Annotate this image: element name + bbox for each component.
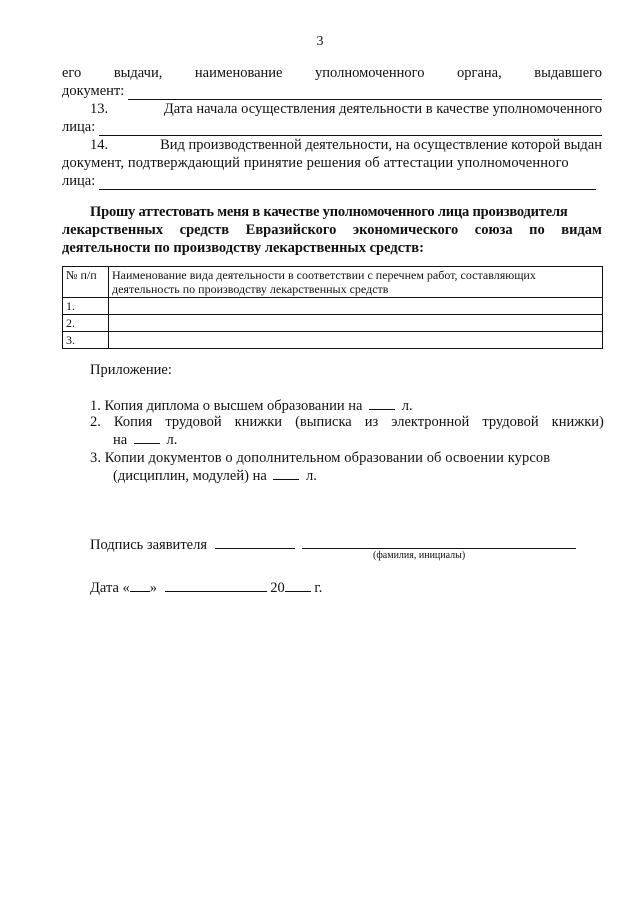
issuer-label: документ: [62, 83, 125, 99]
item13-label: лица: [62, 119, 96, 135]
date-quote-close: » [149, 580, 158, 596]
word: органа, [457, 65, 502, 81]
item14-number: 14. [90, 137, 109, 153]
word: выдачи, [113, 65, 163, 81]
day-blank[interactable] [130, 579, 150, 592]
header-name [109, 267, 603, 298]
appendix-title: Приложение: [90, 362, 172, 378]
month-blank[interactable] [165, 579, 267, 592]
word: книжки) [551, 414, 604, 430]
appendix-item2-cont [113, 431, 177, 449]
appendix-item3-end: л. [306, 468, 317, 484]
word: наименование [194, 65, 283, 81]
table-row [63, 332, 603, 349]
year-prefix: 20 [270, 580, 285, 596]
date-row [90, 579, 322, 597]
appendix-item2-na: на [113, 432, 128, 448]
item14-label: лица: [62, 173, 96, 189]
item14-field [62, 172, 602, 190]
signature-blank[interactable] [215, 536, 295, 549]
table-row [63, 315, 603, 332]
row-cell[interactable] [109, 332, 603, 349]
word: средств [179, 222, 230, 238]
request-line1: Прошу аттестовать меня в качестве уполномоченного лица производителя [90, 204, 568, 220]
word: из [364, 414, 379, 430]
item14-text: Вид производственной деятельности, на осуществление которой выдан [160, 137, 602, 153]
item13-number: 13. [90, 101, 109, 117]
item13-text: Дата начала осуществления деятельности в качестве уполномоченного [163, 101, 602, 117]
word: Копия [113, 414, 153, 430]
year-suffix: г. [314, 580, 323, 596]
appendix-item1-end: л. [401, 398, 413, 414]
table-header-row [63, 267, 603, 298]
appendix-item2 [90, 413, 604, 431]
appendix-item2-end: л. [166, 432, 178, 448]
row-number: 2. [63, 315, 109, 332]
item14-fill-line[interactable] [99, 176, 596, 190]
issuer-field [62, 82, 602, 100]
row-number: 1. [63, 298, 109, 315]
word: по [529, 222, 545, 238]
name-blank[interactable] [302, 536, 576, 549]
appendix-item3-line1: 3. Копии документов о дополнительном образовании об освоении курсов [90, 450, 551, 466]
signature-row [90, 536, 576, 554]
word: выдавшего [534, 65, 602, 81]
row-number: 3. [63, 332, 109, 349]
item14-line [62, 136, 602, 154]
pages-blank[interactable] [273, 467, 299, 480]
row-cell[interactable] [109, 298, 603, 315]
date-label: Дата « [90, 580, 130, 596]
word: 2. [90, 414, 101, 430]
year-blank[interactable] [285, 579, 311, 592]
item13-line [62, 100, 602, 118]
item13-fill-line[interactable] [99, 122, 602, 136]
item13-field [62, 118, 602, 136]
header-num: № п/п [63, 267, 109, 298]
word: экономического [352, 222, 459, 238]
row-cell[interactable] [109, 315, 603, 332]
appendix-item3-line2: (дисциплин, модулей) на [113, 468, 267, 484]
page-number: 3 [316, 34, 324, 49]
word: электронной [391, 414, 470, 430]
item14-line2: документ, подтверждающий принятие решения об аттестации уполномоченного [62, 155, 569, 171]
word: его [62, 65, 82, 81]
pages-blank[interactable] [369, 397, 395, 410]
pages-blank[interactable] [134, 431, 160, 444]
request-line3: деятельности по производству лекарственных средств: [62, 240, 424, 256]
word: трудовой [165, 414, 222, 430]
word: лекарственных [62, 222, 164, 238]
word: союза [474, 222, 513, 238]
header-name-line2: деятельность по производству лекарственных средств [112, 282, 389, 296]
word: трудовой [482, 414, 539, 430]
activities-table [62, 266, 603, 349]
request-line2 [62, 221, 602, 239]
signature-label: Подпись заявителя [90, 537, 207, 553]
word: книжки [234, 414, 283, 430]
word: видам [561, 222, 602, 238]
appendix-item3-cont [113, 467, 317, 485]
issuer-fill-line[interactable] [128, 86, 602, 100]
word: уполномоченного [315, 65, 425, 81]
signature-caption: (фамилия, инициалы) [373, 550, 466, 561]
table-row [63, 298, 603, 315]
issuer-line [62, 64, 602, 82]
header-name-line1: Наименование вида деятельности в соответствии с перечнем работ, составляющих [112, 268, 536, 282]
appendix-item1-text: 1. Копия диплома о высшем образовании на [90, 398, 363, 414]
word: Евразийского [245, 222, 337, 238]
word: (выписка [295, 414, 352, 430]
